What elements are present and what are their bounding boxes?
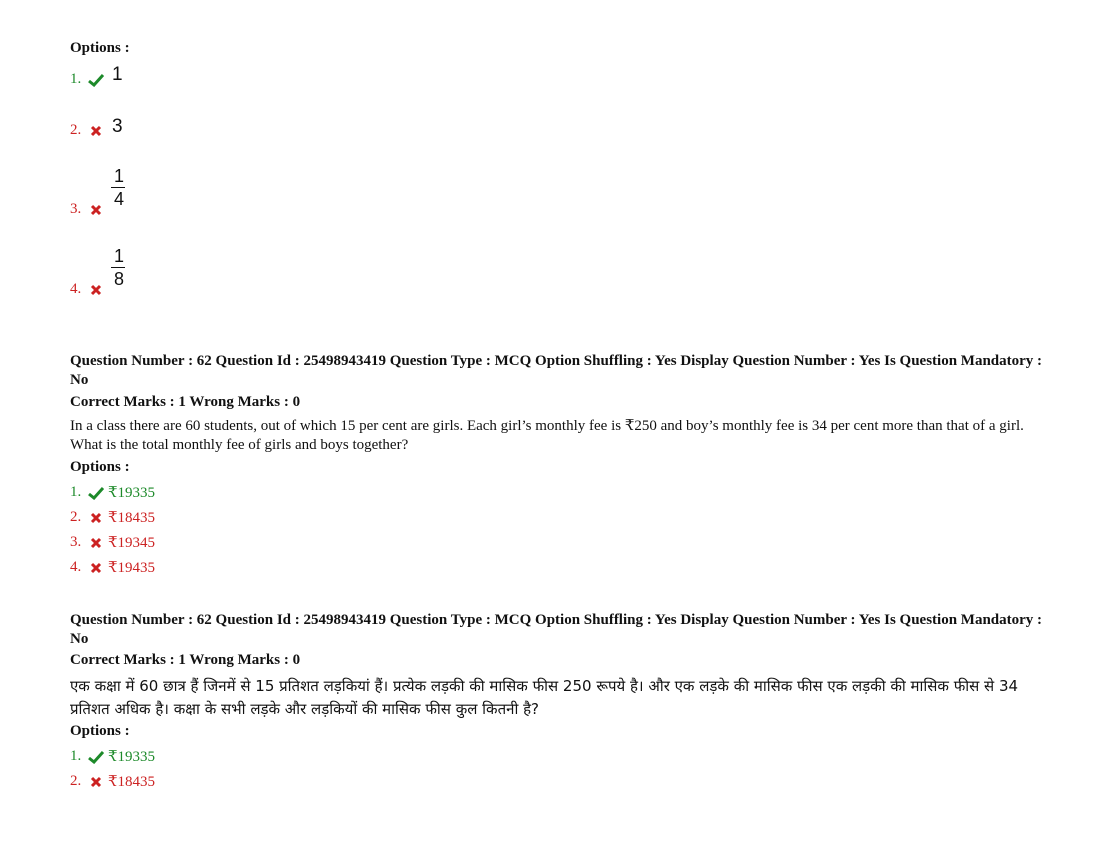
option-number: 2. — [70, 509, 82, 525]
option-value: ₹19345 — [108, 535, 156, 551]
denominator: 8 — [113, 269, 124, 289]
cross-icon — [88, 203, 104, 217]
marks-info: Correct Marks : 1 Wrong Marks : 0 — [70, 394, 301, 410]
option-value: ₹19335 — [108, 485, 156, 501]
option-3 — [70, 201, 104, 218]
option-number: 1. — [70, 71, 82, 87]
option-number: 4. — [70, 281, 82, 297]
option-1 — [70, 71, 104, 88]
option-number: 2. — [70, 122, 82, 138]
option-number: 3. — [70, 201, 82, 217]
numerator: 1 — [113, 166, 124, 186]
check-icon — [88, 486, 104, 500]
option-2 — [70, 772, 155, 791]
option-value: 1 — [112, 64, 123, 85]
option-1 — [70, 483, 155, 502]
option-number: 3. — [70, 534, 82, 550]
option-value: ₹18435 — [108, 510, 156, 526]
cross-icon — [88, 511, 104, 525]
numerator: 1 — [113, 246, 124, 266]
check-icon — [88, 750, 104, 764]
option-3 — [70, 533, 155, 552]
options-label: Options : — [70, 459, 130, 475]
question-text: एक कक्षा में 60 छात्र हैं जिनमें से 15 प्रतिशत लड़कियां हैं। प्रत्येक लड़की की मासिक फीस 250 रूपये है। और एक लड़के की मासिक फीस एक लड़की की मासिक फीस से 34 प्रतिशत अधिक है। कक्षा के सभी लड़के और लड़कियों की मासिक फीस कुल कितनी है? — [70, 677, 1019, 718]
option-value: 3 — [112, 116, 123, 137]
cross-icon — [88, 536, 104, 550]
option-value: ₹19435 — [108, 560, 156, 576]
marks-info: Correct Marks : 1 Wrong Marks : 0 — [70, 652, 301, 668]
fraction-bar — [111, 267, 125, 268]
option-number: 1. — [70, 484, 82, 500]
option-value: ₹19335 — [108, 749, 156, 765]
cross-icon — [88, 775, 104, 789]
option-1 — [70, 747, 155, 766]
question-meta: Question Number : 62 Question Id : 25498943419 Question Type : MCQ Option Shuffling : Yes Display Question Number : Yes Is Question Mandatory : No — [70, 612, 1043, 647]
option-number: 4. — [70, 559, 82, 575]
question-text: In a class there are 60 students, out of which 15 per cent are girls. Each girl’s monthly fee is ₹250 and boy’s monthly fee is 34 per cent more than that of a girl. What is the total monthly fee of girls and boys together? — [70, 418, 1024, 453]
option-4 — [70, 281, 104, 298]
check-icon — [88, 73, 104, 87]
fraction — [111, 166, 127, 209]
option-2 — [70, 508, 155, 527]
option-number: 2. — [70, 773, 82, 789]
cross-icon — [88, 283, 104, 297]
option-2 — [70, 122, 104, 139]
fraction-bar — [111, 187, 125, 188]
denominator: 4 — [113, 189, 124, 209]
option-number: 1. — [70, 748, 82, 764]
fraction — [111, 246, 127, 289]
options-label: Options : — [70, 723, 130, 739]
options-label: Options : — [70, 40, 130, 56]
option-value: ₹18435 — [108, 774, 156, 790]
cross-icon — [88, 124, 104, 138]
cross-icon — [88, 561, 104, 575]
question-meta: Question Number : 62 Question Id : 25498943419 Question Type : MCQ Option Shuffling : Yes Display Question Number : Yes Is Question Mandatory : No — [70, 353, 1043, 388]
option-4 — [70, 558, 155, 577]
